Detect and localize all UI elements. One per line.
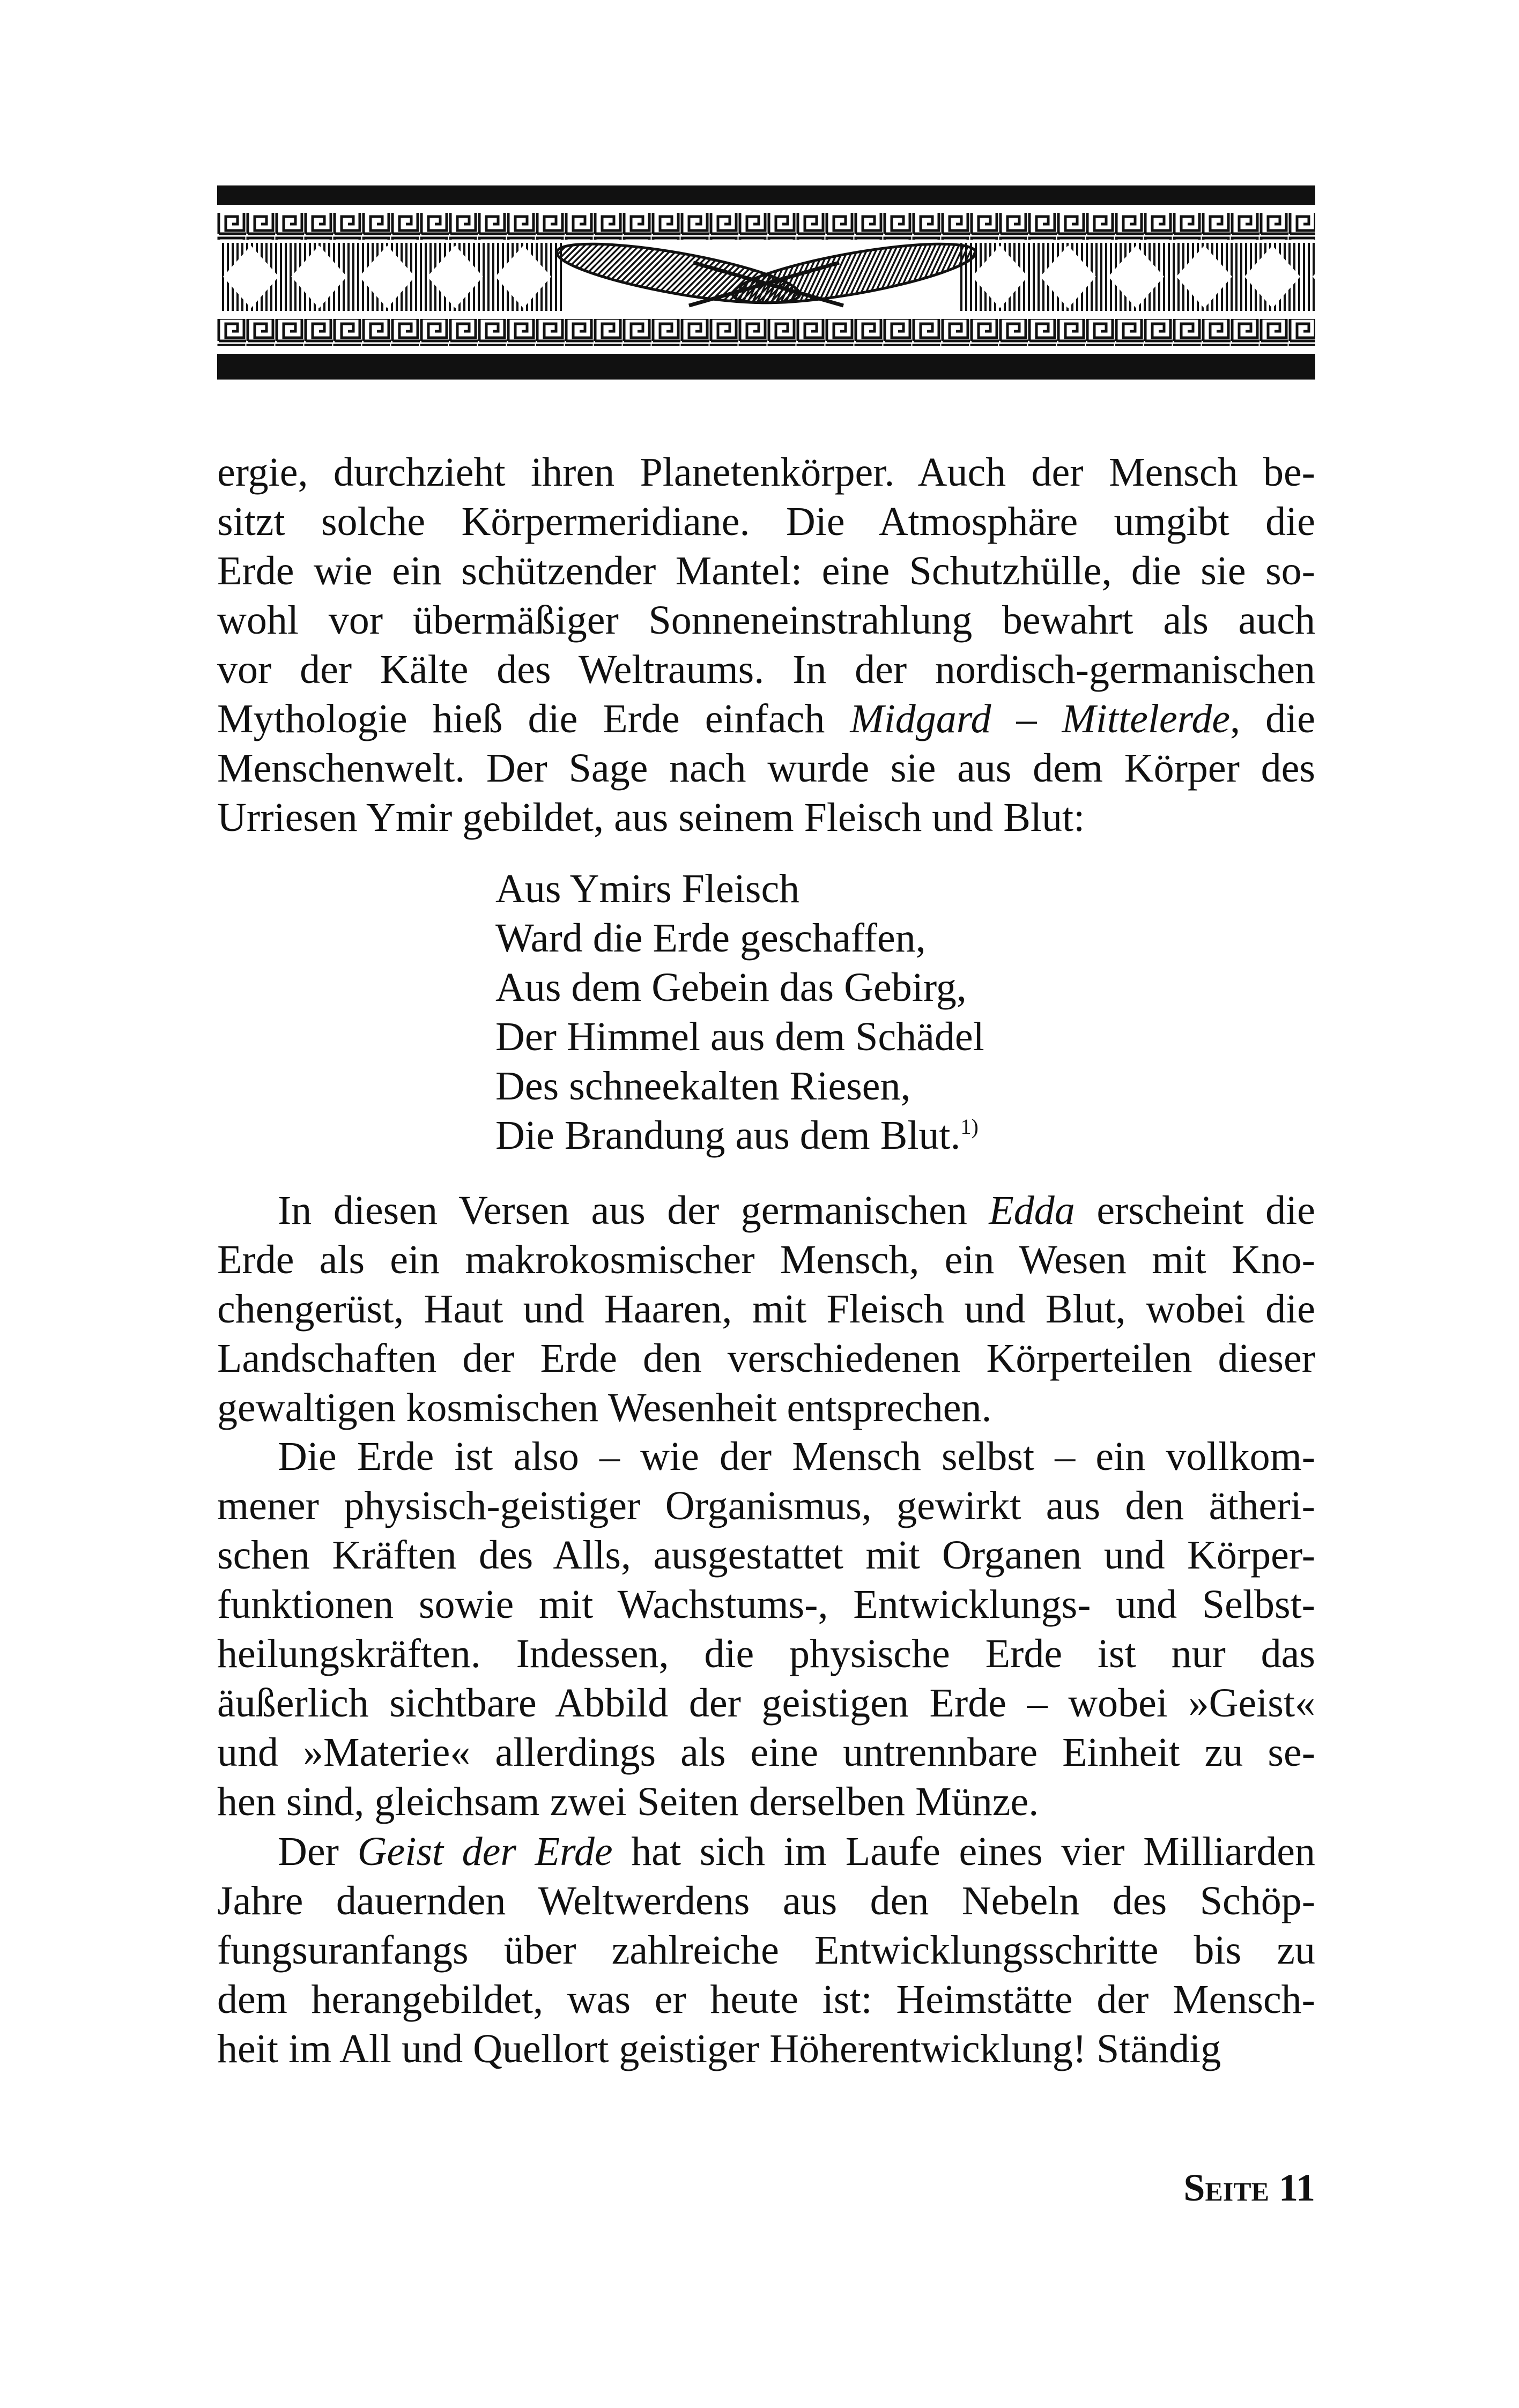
text-line xyxy=(217,596,1315,645)
ornament-header xyxy=(217,182,1315,383)
text-run: In diesen Versen aus der germanischen xyxy=(278,1188,989,1233)
text-line xyxy=(217,1926,1315,1975)
paragraph xyxy=(217,1186,1315,1432)
text-line xyxy=(495,864,984,913)
text-line xyxy=(217,744,1315,793)
text-line xyxy=(217,1284,1315,1334)
text-run: heilungskräften. Indessen, die physische Erde ist nur das xyxy=(217,1631,1315,1676)
text-line xyxy=(217,1530,1315,1580)
text-line xyxy=(217,546,1315,596)
text-run: Aus dem Gebein das Gebirg, xyxy=(495,965,967,1010)
text-run: gewaltigen kosmischen Wesenheit entsprechen. xyxy=(217,1385,992,1430)
text-line xyxy=(217,793,1315,842)
text-run: Erde als ein makrokosmischer Mensch, ein Wesen mit Kno- xyxy=(217,1237,1315,1282)
text-line xyxy=(217,1186,1315,1235)
text-line xyxy=(217,497,1315,546)
text-line xyxy=(217,2024,1315,2073)
text-line xyxy=(217,1777,1315,1826)
text-line xyxy=(217,448,1315,497)
text-run: wohl vor übermäßiger Sonneneinstrahlung bewahrt als auch xyxy=(217,598,1315,643)
text-line xyxy=(495,1111,984,1160)
text-run: Menschenwelt. Der Sage nach wurde sie aus dem Körper des xyxy=(217,746,1315,791)
text-run: Mythologie hieß die Erde einfach xyxy=(217,696,850,741)
text-line xyxy=(217,1678,1315,1728)
text-line xyxy=(217,1334,1315,1383)
text-run: äußerlich sichtbare Abbild der geistigen Erde – wobei »Geist« xyxy=(217,1681,1315,1726)
paragraph xyxy=(217,1827,1315,2073)
text-line xyxy=(217,1975,1315,2024)
text-run: Des schneekalten Riesen, xyxy=(495,1064,911,1109)
text-run: erscheint die xyxy=(1075,1188,1315,1233)
text-run: ergie, durchzieht ihren Planetenkörper. Auch der Mensch be- xyxy=(217,450,1315,495)
text-run: Die Brandung aus dem Blut. xyxy=(495,1113,961,1158)
stripe-band-right xyxy=(960,243,1315,311)
text-run: chengerüst, Haut und Haaren, mit Fleisch und Blut, wobei die xyxy=(217,1287,1315,1332)
text-run: fungsuranfangs über zahlreiche Entwicklungsschritte bis zu xyxy=(217,1928,1315,1973)
verse-quote xyxy=(495,864,984,1160)
italic-text: Midgard – Mittelerde xyxy=(850,696,1231,741)
text-run: vor der Kälte des Weltraums. In der nordisch-germanischen xyxy=(217,647,1315,692)
text-run: Der xyxy=(278,1829,358,1874)
text-run: dem herangebildet, was er heute ist: Heimstätte der Mensch- xyxy=(217,1977,1315,2022)
text-run: Aus Ymirs Fleisch xyxy=(495,866,800,911)
text-line xyxy=(217,694,1315,744)
italic-text: Geist der Erde xyxy=(357,1829,613,1874)
text-line xyxy=(217,1235,1315,1284)
text-run: heit im All und Quellort geistiger Höherentwicklung! Ständig xyxy=(217,2026,1221,2071)
crossed-leaves-icon xyxy=(553,232,979,315)
page-number xyxy=(1183,2166,1315,2210)
paragraph xyxy=(217,448,1315,842)
italic-text: Edda xyxy=(989,1188,1075,1233)
text-line xyxy=(217,1827,1315,1876)
text-run: mener physisch-geistiger Organismus, gewirkt aus den ätheri- xyxy=(217,1483,1315,1528)
text-run: Erde wie ein schützender Mantel: eine Schutzhülle, die sie so- xyxy=(217,548,1315,593)
text-line xyxy=(217,1728,1315,1777)
text-line xyxy=(495,963,984,1012)
text-run: Ward die Erde geschaffen, xyxy=(495,916,926,961)
text-line xyxy=(217,1481,1315,1530)
text-run: Die Erde ist also – wie der Mensch selbst – ein vollkom- xyxy=(278,1434,1315,1479)
text-run: funktionen sowie mit Wachstums-, Entwicklungs- und Selbst- xyxy=(217,1582,1315,1627)
text-line xyxy=(217,645,1315,694)
text-run: schen Kräften des Alls, ausgestattet mit Organen und Körper- xyxy=(217,1533,1315,1578)
text-run: Urriesen Ymir gebildet, aus seinem Fleisch und Blut: xyxy=(217,795,1085,840)
text-run: hen sind, gleichsam zwei Seiten derselben Münze. xyxy=(217,1779,1039,1824)
text-line xyxy=(217,1629,1315,1678)
text-run: sitzt solche Körpermeridiane. Die Atmosphäre umgibt die xyxy=(217,499,1315,544)
page-number-value: 11 xyxy=(1278,2166,1315,2209)
text-run: hat sich im Laufe eines vier Milliarden xyxy=(612,1829,1315,1874)
paragraph xyxy=(217,1432,1315,1826)
text-run: Landschaften der Erde den verschiedenen Körperteilen dieser xyxy=(217,1336,1315,1381)
text-line xyxy=(217,1580,1315,1629)
text-line xyxy=(495,913,984,963)
text-line xyxy=(217,1876,1315,1926)
stripe-band-left xyxy=(220,243,562,311)
text-run: Der Himmel aus dem Schädel xyxy=(495,1014,984,1059)
footnote-ref: 1) xyxy=(960,1114,979,1139)
text-line xyxy=(495,1061,984,1111)
text-line xyxy=(217,1432,1315,1481)
text-run: und »Materie« allerdings als eine untrennbare Einheit zu se- xyxy=(217,1730,1315,1775)
text-run: Jahre dauernden Weltwerdens aus den Nebeln des Schöp- xyxy=(217,1878,1315,1923)
page-label: Seite xyxy=(1183,2166,1269,2209)
text-run: , die xyxy=(1230,696,1315,741)
text-line xyxy=(217,1383,1315,1432)
text-line xyxy=(495,1012,984,1061)
